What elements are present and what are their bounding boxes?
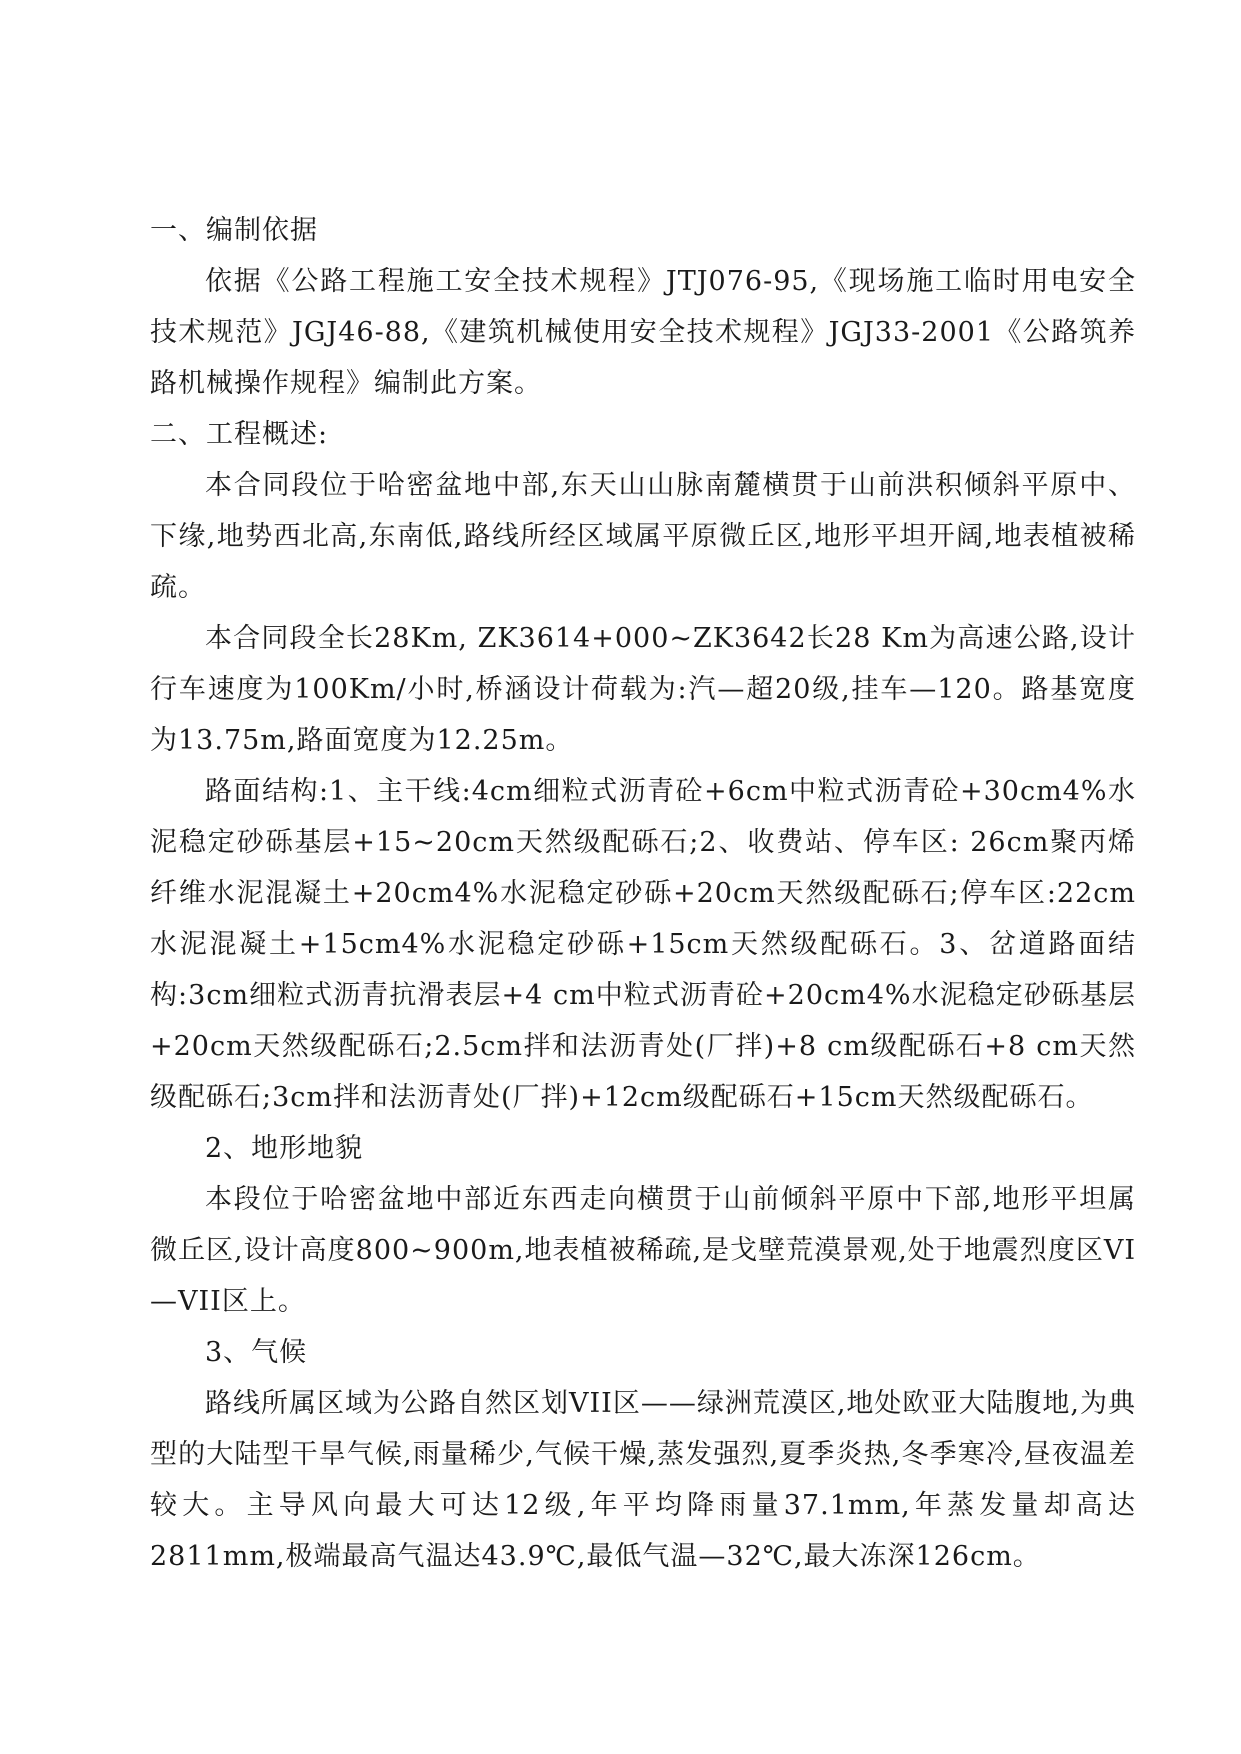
subheading-climate: 3、气候	[205, 1337, 308, 1368]
basis-paragraph: 依据《公路工程施工安全技术规程》JTJ076-95,《现场施工临时用电安全技术规范》JGJ46-88,《建筑机械使用安全技术规程》JGJ33-2001《公路筑养路机械操作规程》编制此方案。	[150, 266, 1136, 399]
overview-location-paragraph: 本合同段位于哈密盆地中部,东天山山脉南麓横贯于山前洪积倾斜平原中、下缘,地势西北高,东南低,路线所经区域属平原微丘区,地形平坦开阔,地表植被稀疏。	[150, 470, 1136, 603]
overview-length-paragraph: 本合同段全长28Km, ZK3614+000~ZK3642长28 Km为高速公路,设计行车速度为100Km/小时,桥涵设计荷载为:汽—超20级,挂车—120。路基宽度为13.75m,路面宽度为12.25m。	[150, 623, 1136, 756]
section-heading-basis: 一、编制依据	[150, 215, 318, 246]
pavement-structure-paragraph: 路面结构:1、主干线:4cm细粒式沥青砼+6cm中粒式沥青砼+30cm4%水泥稳定砂砾基层+15~20cm天然级配砾石;2、收费站、停车区: 26cm聚丙烯纤维水泥混凝土+20cm4%水泥稳定砂砾+20cm天然级配砾石;停车区:22cm水泥混凝土+15cm4%水泥稳定砂砾+15cm天然级配砾石。3、岔道路面结构:3cm细粒式沥青抗滑表层+4 cm中粒式沥青砼+20cm4%水泥稳定砂砾基层+20cm天然级配砾石;2.5cm拌和法沥青处(厂拌)+8 cm级配砾石+8 cm天然级配砾石;3cm拌和法沥青处(厂拌)+12cm级配砾石+15cm天然级配砾石。	[150, 776, 1136, 1113]
climate-paragraph: 路线所属区域为公路自然区划VII区——绿洲荒漠区,地处欧亚大陆腹地,为典型的大陆型干旱气候,雨量稀少,气候干燥,蒸发强烈,夏季炎热,冬季寒冷,昼夜温差较大。主导风向最大可达12级,年平均降雨量37.1mm,年蒸发量却高达2811mm,极端最高气温达43.9℃,最低气温—32℃,最大冻深126cm。	[150, 1388, 1136, 1572]
document-page	[150, 205, 1136, 1582]
section-heading-overview: 二、工程概述:	[150, 419, 329, 450]
terrain-paragraph: 本段位于哈密盆地中部近东西走向横贯于山前倾斜平原中下部,地形平坦属微丘区,设计高度800~900m,地表植被稀疏,是戈壁荒漠景观,处于地震烈度区VI—VII区上。	[150, 1184, 1136, 1317]
subheading-terrain: 2、地形地貌	[205, 1133, 364, 1164]
